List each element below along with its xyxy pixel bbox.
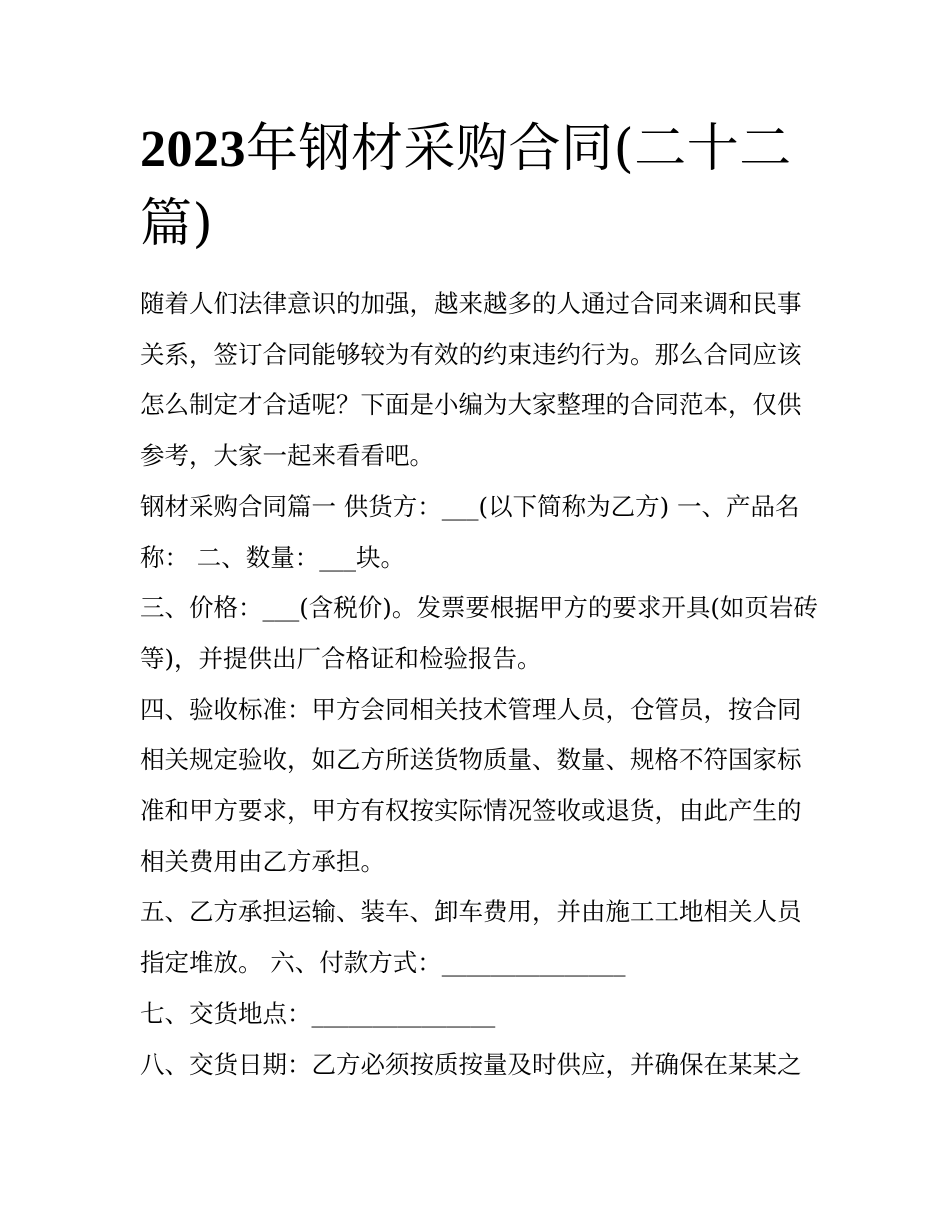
title-text: 年钢材采购合同(二十二篇)	[140, 119, 792, 254]
contract-clause-delivery-date: 八、交货日期：乙方必须按质按量及时供应，并确保在某某之	[140, 1049, 802, 1079]
title-year: 2023	[140, 121, 246, 178]
document-title	[140, 112, 820, 262]
document-body	[140, 279, 820, 1090]
intro-paragraph: 随着人们法律意识的加强，越来越多的人通过合同来调和民事关系，签订合同能够较为有效的约束违约行为。那么合同应该怎么制定才合适呢？下面是小编为大家整理的合同范本，仅供参考，大家一起来看看吧。	[140, 289, 802, 471]
contract-clause-supplier: 钢材采购合同篇一 供货方：___(以下简称为乙方) 一、产品名称： 二、数量：___块。	[140, 491, 800, 572]
contract-clause-delivery-location: 七、交货地点：_______________	[140, 998, 496, 1028]
contract-clause-transport-payment: 五、乙方承担运输、装车、卸车费用，并由施工工地相关人员指定堆放。 六、付款方式：_______________	[140, 897, 802, 978]
contract-clause-price: 三、价格：___(含税价)。发票要根据甲方的要求开具(如页岩砖等)，并提供出厂合格证和检验报告。	[140, 593, 818, 673]
contract-clause-acceptance: 四、验收标准：甲方会同相关技术管理人员，仓管员，按合同相关规定验收，如乙方所送货物质量、数量、规格不符国家标准和甲方要求，甲方有权按实际情况签收或退货，由此产生的相关费用由乙方承担。	[140, 694, 802, 876]
